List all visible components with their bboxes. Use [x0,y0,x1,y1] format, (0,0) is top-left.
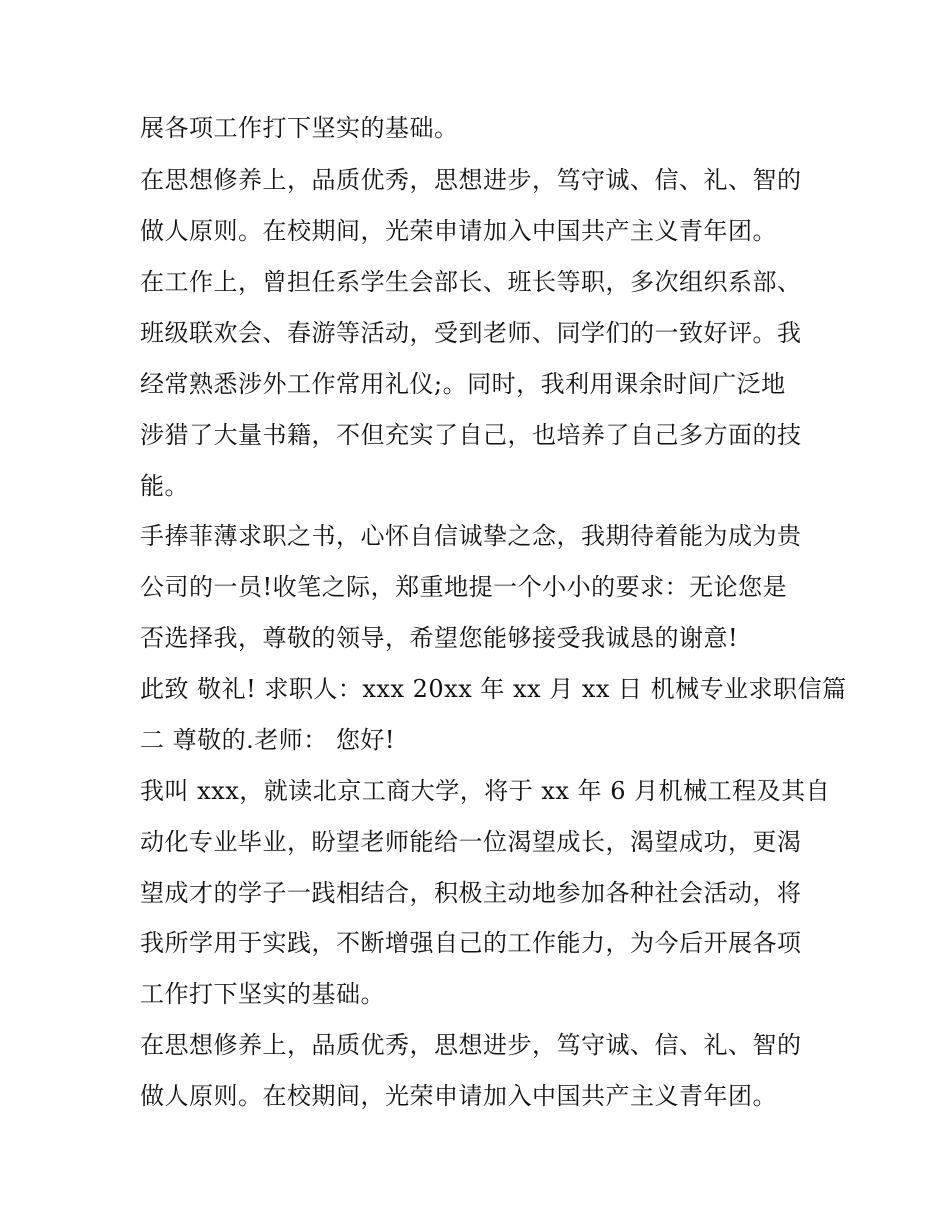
text-line: 在思想修养上，品质优秀，思想进步，笃守诚、信、礼、智的 [140,1031,802,1059]
text-line: 经常熟悉涉外工作常用礼仪;。同时，我利用课余时间广泛地 [140,370,786,398]
text-line: 做人原则。在校期间，光荣申请加入中国共产主义青年团。 [140,217,777,245]
text-line: 能。 [140,472,189,500]
text-line: 展各项工作打下坚实的基础。 [140,114,459,142]
text-line: 手捧菲薄求职之书，心怀自信诚挚之念，我期待着能为成为贵 [140,522,802,550]
text-line: 涉猎了大量书籍，不但充实了自己，也培养了自己多方面的技 [140,421,802,449]
text-line: 否选择我，尊敬的领导，希望您能够接受我诚恳的谢意! [140,624,739,652]
text-line: 我叫 xxx，就读北京工商大学，将于 xx 年 6 月机械工程及其自 [140,777,831,805]
text-line: 班级联欢会、春游等活动，受到老师、同学们的一致好评。我 [140,319,802,347]
text-line: 我所学用于实践，不断增强自己的工作能力，为今后开展各项 [140,929,802,957]
text-line: 二 尊敬的.老师： 您好! [140,726,396,754]
text-line: 此致 敬礼! 求职人：xxx 20xx 年 xx 月 xx 日 机械专业求职信篇 [140,675,847,703]
text-line: 动化专业毕业，盼望老师能给一位渴望成长，渴望成功，更渴 [140,828,802,856]
text-line: 做人原则。在校期间，光荣申请加入中国共产主义青年团。 [140,1082,777,1110]
text-line: 望成才的学子一践相结合，积极主动地参加各种社会活动，将 [140,879,802,907]
text-line: 工作打下坚实的基础。 [140,980,385,1008]
text-line: 公司的一员!收笔之际，郑重地提一个小小的要求：无论您是 [140,573,788,601]
text-line: 在思想修养上，品质优秀，思想进步，笃守诚、信、礼、智的 [140,166,802,194]
text-line: 在工作上，曾担任系学生会部长、班长等职，多次组织系部、 [140,268,802,296]
